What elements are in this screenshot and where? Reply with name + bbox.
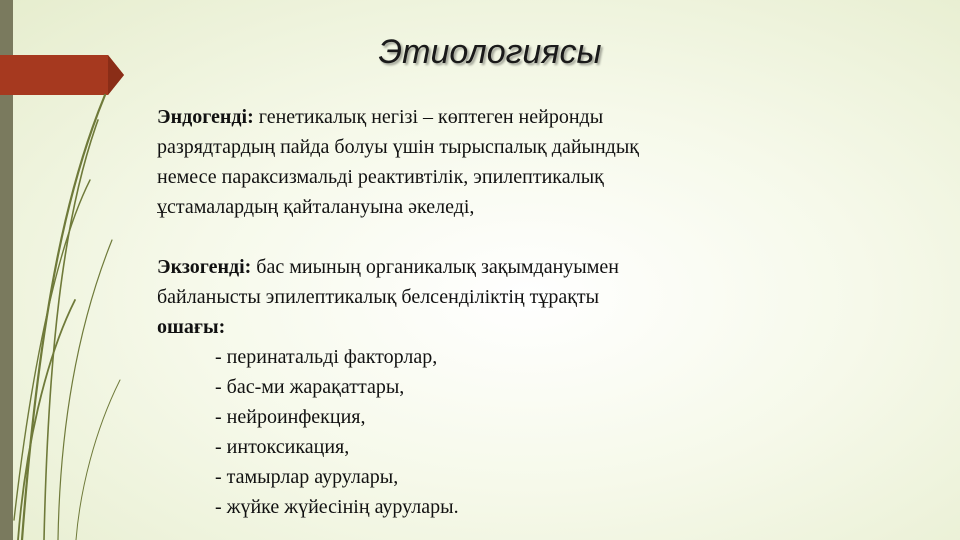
list-item: - перинатальді факторлар,: [215, 346, 438, 368]
factors-list: [157, 342, 797, 522]
exogenous-term: Экзогенді:: [157, 256, 252, 278]
endogenous-line-3: немесе параксизмальді реактивтілік, эпилептикалық: [157, 166, 604, 188]
exogenous-line-1: бас миының органикалық зақымдануымен: [251, 256, 619, 278]
slide-title: Этиологиясы: [378, 33, 602, 71]
list-item: - тамырлар аурулары,: [215, 466, 399, 488]
endogenous-line-4: ұстамалардың қайталануына әкеледі,: [157, 196, 475, 218]
list-item: - интоксикация,: [215, 436, 350, 458]
exogenous-line-3: ошағы:: [157, 316, 226, 338]
endogenous-line-2: разрядтардың пайда болуы үшін тырыспалық дайындық: [157, 136, 640, 158]
endogenous-line-1: генетикалық негізі – көптеген нейронды: [253, 106, 604, 128]
list-item: - нейроинфекция,: [215, 406, 366, 428]
decorative-swirl: [0, 0, 140, 540]
list-item: - жүйке жүйесінің аурулары.: [215, 496, 459, 518]
slide-content: [157, 102, 797, 522]
endogenous-paragraph: [157, 102, 797, 222]
exogenous-line-2: байланысты эпилептикалық белсенділіктің тұрақты: [157, 286, 600, 308]
list-item: - бас-ми жарақаттары,: [215, 376, 405, 398]
paragraph-gap: [157, 222, 797, 252]
exogenous-paragraph: [157, 252, 797, 342]
endogenous-term: Эндогенді:: [157, 106, 254, 128]
